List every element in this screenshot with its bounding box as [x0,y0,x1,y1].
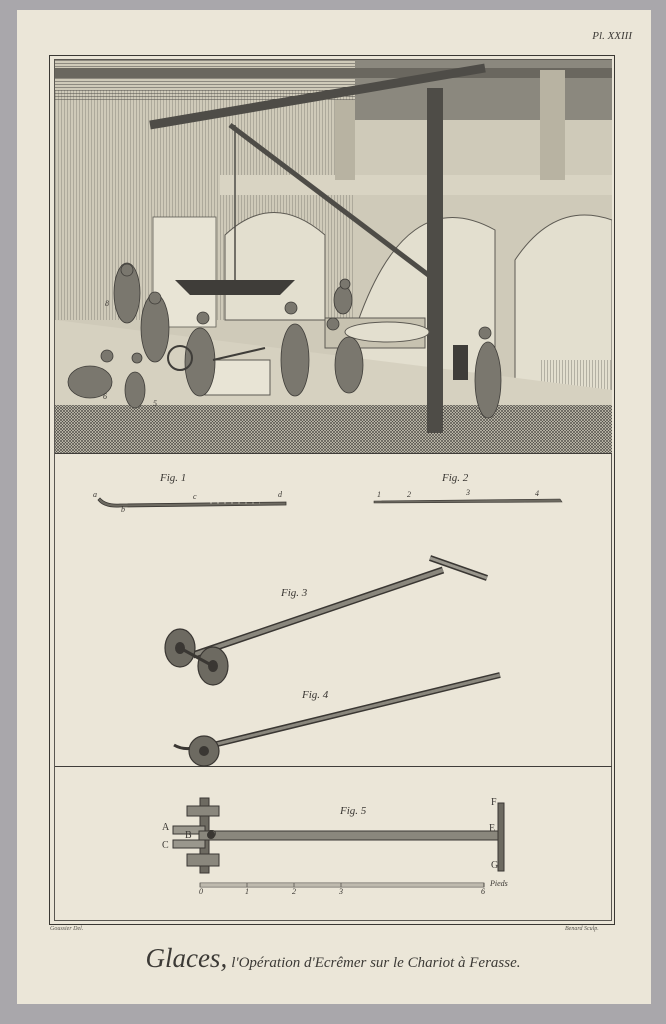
fig-5-letter-A: A [162,822,170,833]
fig-2-number-3: 3 [466,488,470,497]
fig-1-letter-b: b [121,505,125,514]
fig-2-number-1: 1 [377,490,381,499]
fig-1-letter-d: d [278,490,282,499]
scene-label-5: 5 [153,399,157,408]
credit-draughtsman: Goussier Del. [50,926,84,932]
scale-tick-0: 0 [199,887,203,896]
scale-tick-6: 6 [481,887,485,896]
fig-4-tool [168,665,508,771]
fig-5-tool [165,795,515,880]
scale-tick-1: 1 [245,887,249,896]
fig-5-caption: Fig. 5 [340,805,367,817]
fig-3-caption: Fig. 3 [281,587,308,599]
fig-2-number-4: 4 [535,489,539,498]
fig-1-letter-a: a [93,490,97,499]
fig-5-letter-B: B [185,830,192,841]
plate-title [0,943,666,974]
fig-5-letter-E: E [489,823,496,834]
fig-1-letter-c: c [193,492,197,501]
fig-2-number-2: 2 [407,490,411,499]
credit-engraver: Benard Sculp. [565,926,599,932]
fig-5-letter-D: D [209,829,217,840]
fig-5-letter-G: G [491,860,499,871]
fig-2-caption: Fig. 2 [442,472,469,484]
fig-4-caption: Fig. 4 [302,689,329,701]
fig-1-caption: Fig. 1 [160,472,187,484]
scale-tick-3: 3 [339,887,343,896]
plate-title-main: Glaces, [145,943,228,973]
plate-title-sub: l'Opération d'Ecrêmer sur le Chariot à Ferasse. [231,955,521,971]
scene-divider [55,453,612,454]
fig-5-letter-F: F [491,797,497,808]
plate-number: Pl. XXIII [592,30,632,42]
scale-unit: Pieds [490,879,508,888]
workshop-scene [55,60,612,453]
scene-label-6: 6 [103,392,107,401]
fig-2-rod [370,494,570,508]
scene-label-8: 8 [105,299,109,308]
scale-bar [198,880,488,890]
scale-tick-2: 2 [292,887,296,896]
fig-5-letter-C: C [162,840,169,851]
